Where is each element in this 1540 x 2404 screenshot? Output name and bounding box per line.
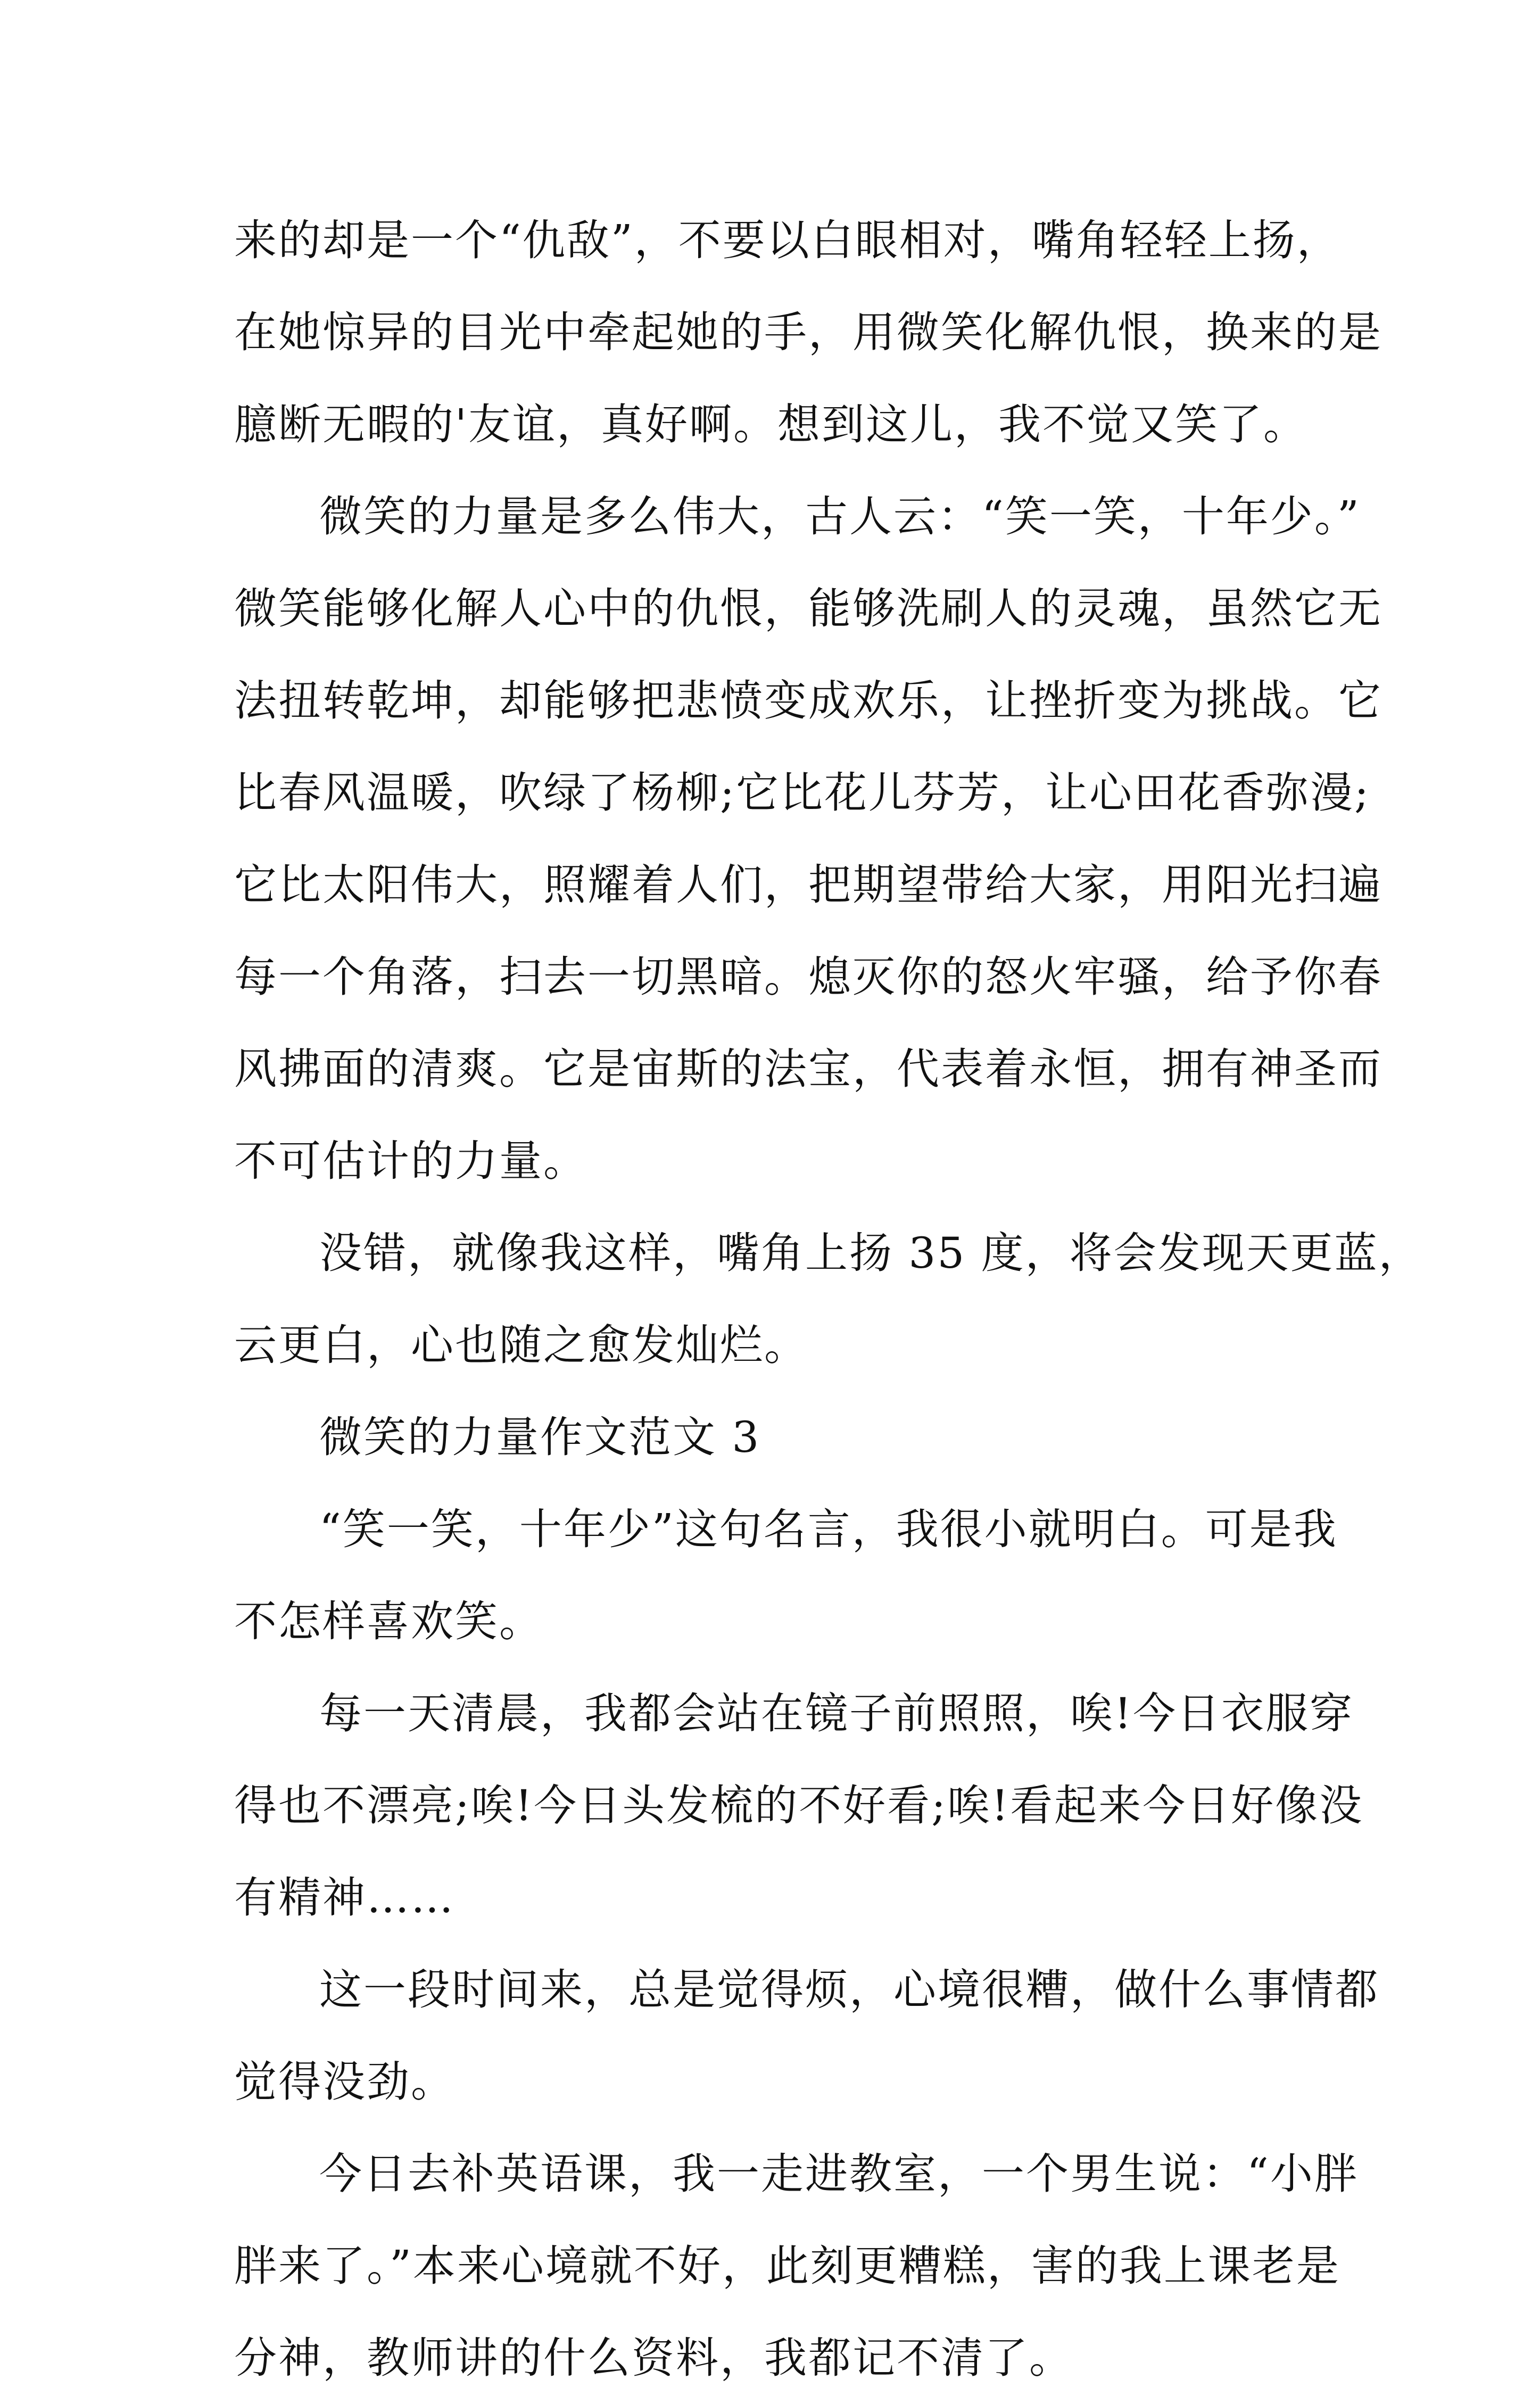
text-line: 云更白，心也随之愈发灿烂。 bbox=[234, 1320, 808, 1370]
text-line: 胖来了。”本来心境就不好，此刻更糟糕，害的我上课老是 bbox=[234, 2241, 1340, 2291]
text-line: 在她惊异的目光中牵起她的手，用微笑化解仇恨，换来的是 bbox=[234, 308, 1382, 357]
section-heading: 微笑的力量作文范文 3 bbox=[319, 1412, 761, 1462]
text-line: 有精神…… bbox=[234, 1873, 455, 1922]
text-line: 没错，就像我这样，嘴角上扬 35 度，将会发现天更蓝， bbox=[319, 1228, 1423, 1278]
text-line: 今日去补英语课，我一走进教室，一个男生说：“小胖 bbox=[319, 2149, 1359, 2199]
text-line: 风拂面的清爽。它是宙斯的法宝，代表着永恒，拥有神圣而 bbox=[234, 1044, 1382, 1094]
text-line: 不怎样喜欢笑。 bbox=[234, 1597, 543, 1646]
text-line: 微笑的力量是多么伟大，古人云：“笑一笑，十年少。” bbox=[319, 492, 1361, 541]
text-line: 臆断无暇的'友谊，真好啊。想到这儿，我不觉又笑了。 bbox=[234, 400, 1307, 449]
text-line: “笑一笑，十年少”这句名言，我很小就明白。可是我 bbox=[319, 1505, 1338, 1554]
text-line: 它比太阳伟大，照耀着人们，把期望带给大家，用阳光扫遍 bbox=[234, 860, 1382, 910]
essay-body bbox=[234, 194, 1423, 2404]
text-line: 每一个角落，扫去一切黑暗。熄灭你的怒火牢骚，给予你春 bbox=[234, 952, 1382, 1002]
text-line: 得也不漂亮;唉!今日头发梳的不好看;唉!看起来今日好像没 bbox=[234, 1781, 1364, 1830]
text-line: 不可估计的力量。 bbox=[234, 1136, 587, 1186]
text-line: 这一段时间来，总是觉得烦，心境很糟，做什么事情都 bbox=[319, 1965, 1379, 2014]
text-line: 每一天清晨，我都会站在镜子前照照，唉!今日衣服穿 bbox=[319, 1689, 1354, 1738]
text-line: 比春风温暖，吹绿了杨柳;它比花儿芬芳，让心田花香弥漫; bbox=[234, 768, 1370, 817]
text-line: 法扭转乾坤，却能够把悲愤变成欢乐，让挫折变为挑战。它 bbox=[234, 676, 1382, 725]
text-line: 微笑能够化解人心中的仇恨，能够洗刷人的灵魂，虽然它无 bbox=[234, 584, 1382, 633]
text-line: 来的却是一个“仇敌”，不要以白眼相对，嘴角轻轻上扬， bbox=[234, 216, 1341, 265]
text-line: 觉得没劲。 bbox=[234, 2057, 455, 2106]
text-line: 分神，教师讲的什么资料，我都记不清了。 bbox=[234, 2333, 1073, 2383]
